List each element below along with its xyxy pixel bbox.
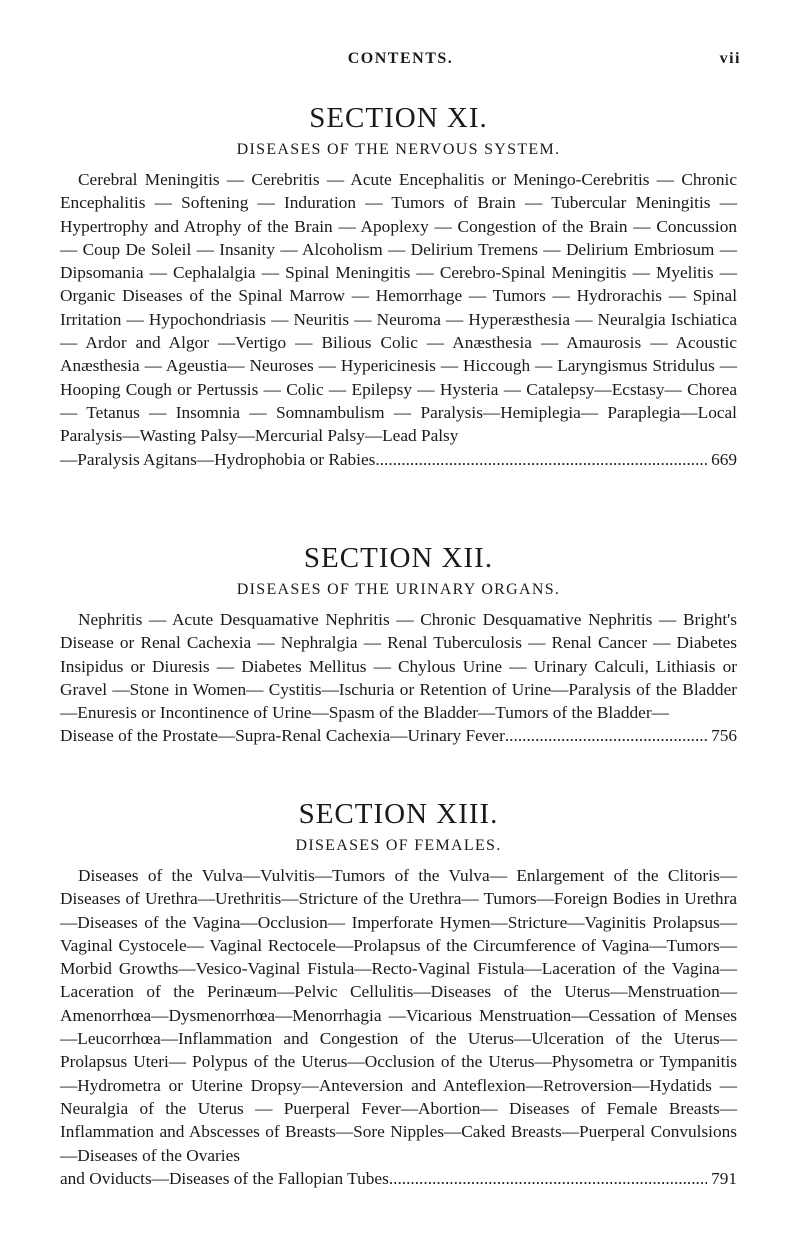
- section-entries: Diseases of the Vulva—Vulvitis—Tumors of the Vulva— Enlargement of the Clitoris—Diseases of Urethra—Urethritis—Stricture of the Urethra— Tumors—Foreign Bodies in Urethra—Diseases of the Vagina—Occlusion— Imperforate Hymen—Stricture—Vaginitis Prolapsus—Vaginal Cystocele— Vaginal Rectocele—Prolapsus of the Circumference of Vagina—Tumors— Morbid Growths—Vesico-Vaginal Fistula—Recto-Vaginal Fistula—Laceration of the Vagina—Laceration of the Perinæum—Pelvic Cellulitis—Diseases of the Uterus—Menstruation—Amenorrhœa—Dysmenorrhœa—Menorrhagia —Vicarious Menstruation—Cessation of Menses—Leucorrhœa—Inflammation and Congestion of the Uterus—Ulceration of the Uterus—Prolapsus Uteri— Polypus of the Uterus—Occlusion of the Uterus—Physometra or Tympanitis —Hydrometra or Uterine Dropsy—Anteversion and Anteflexion—Retroversion—Hydatids — Neuralgia of the Uterus — Puerperal Fever—Abortion— Diseases of Female Breasts—Inflammation and Abscesses of Breasts—Sore Nipples—Caked Breasts—Puerperal Convulsions —Diseases of the Ovaries: [60, 866, 737, 1165]
- dot-leader: [375, 448, 707, 471]
- section-subheading: DISEASES OF FEMALES.: [295, 837, 502, 854]
- section-heading: SECTION XIII.: [298, 798, 499, 830]
- dot-leader: [505, 724, 707, 747]
- section-heading: SECTION XI.: [309, 102, 488, 134]
- section-page-number: 756: [711, 726, 737, 746]
- running-head: [0, 50, 801, 74]
- section-entries: Cerebral Meningitis — Cerebritis — Acute Encephalitis or Meningo-Cerebritis — Chronic Encephalitis — Softening — Induration — Tumors of Brain — Tubercular Meningitis — Hypertrophy and Atrophy of the Brain — Apoplexy — Congestion of the Brain — Concussion — Coup De Soleil — Insanity — Alcoholism — Delirium Tremens — Delirium Embriosum — Dipsomania — Cephalalgia — Spinal Meningitis — Cerebro-Spinal Meningitis — Myelitis — Organic Diseases of the Spinal Marrow — Hemorrhage — Tumors — Hydrorachis — Spinal Irritation — Hypochondriasis — Neuritis — Neuroma — Hyperæsthesia — Neuralgia Ischiatica — Ardor and Algor —Vertigo — Bilious Colic — Anæsthesia — Amaurosis — Acoustic Anæsthesia — Ageustia— Neuroses — Hypericinesis — Hiccough — Laryngismus Stridulus — Hooping Cough or Pertussis — Colic — Epilepsy — Hysteria — Catalepsy—Ecstasy— Chorea — Tetanus — Insomnia — Somnambulism — Paralysis—Hemiplegia— Paraplegia—Local Paralysis—Wasting Palsy—Mercurial Palsy—Lead Palsy: [60, 170, 737, 446]
- section-subheading: DISEASES OF THE NERVOUS SYSTEM.: [236, 141, 561, 158]
- final-entry-text: and Oviducts—Diseases of the Fallopian Tubes: [60, 1168, 389, 1188]
- section-heading: SECTION XII.: [303, 542, 494, 574]
- dot-leader: [389, 1167, 707, 1190]
- section-final-line: [60, 1167, 737, 1190]
- section-entries: Nephritis — Acute Desquamative Nephritis — Chronic Desquamative Nephritis — Bright's Disease or Renal Cachexia — Nephralgia — Renal Tuberculosis — Renal Cancer — Diabetes Insipidus or Diuresis — Diabetes Mellitus — Chylous Urine — Urinary Calculi, Lithiasis or Gravel —Stone in Women— Cystitis—Ischuria or Retention of Urine—Paralysis of the Bladder—Enuresis or Incontinence of Urine—Spasm of the Bladder—Tumors of the Bladder—: [60, 610, 737, 723]
- section-xii: [60, 540, 737, 748]
- page-number: vii: [719, 50, 741, 67]
- section-subheading: DISEASES OF THE URINARY ORGANS.: [236, 581, 561, 598]
- section-page-number: 791: [711, 1168, 737, 1188]
- running-title: CONTENTS.: [347, 50, 454, 67]
- section-final-line: [60, 724, 737, 747]
- section-xi: [60, 100, 737, 471]
- section-final-line: [60, 448, 737, 471]
- section-xiii: [60, 796, 737, 1190]
- final-entry-text: —Paralysis Agitans—Hydrophobia or Rabies: [60, 449, 376, 469]
- section-page-number: 669: [711, 449, 737, 469]
- final-entry-text: Disease of the Prostate—Supra-Renal Cachexia—Urinary Fever: [60, 726, 505, 746]
